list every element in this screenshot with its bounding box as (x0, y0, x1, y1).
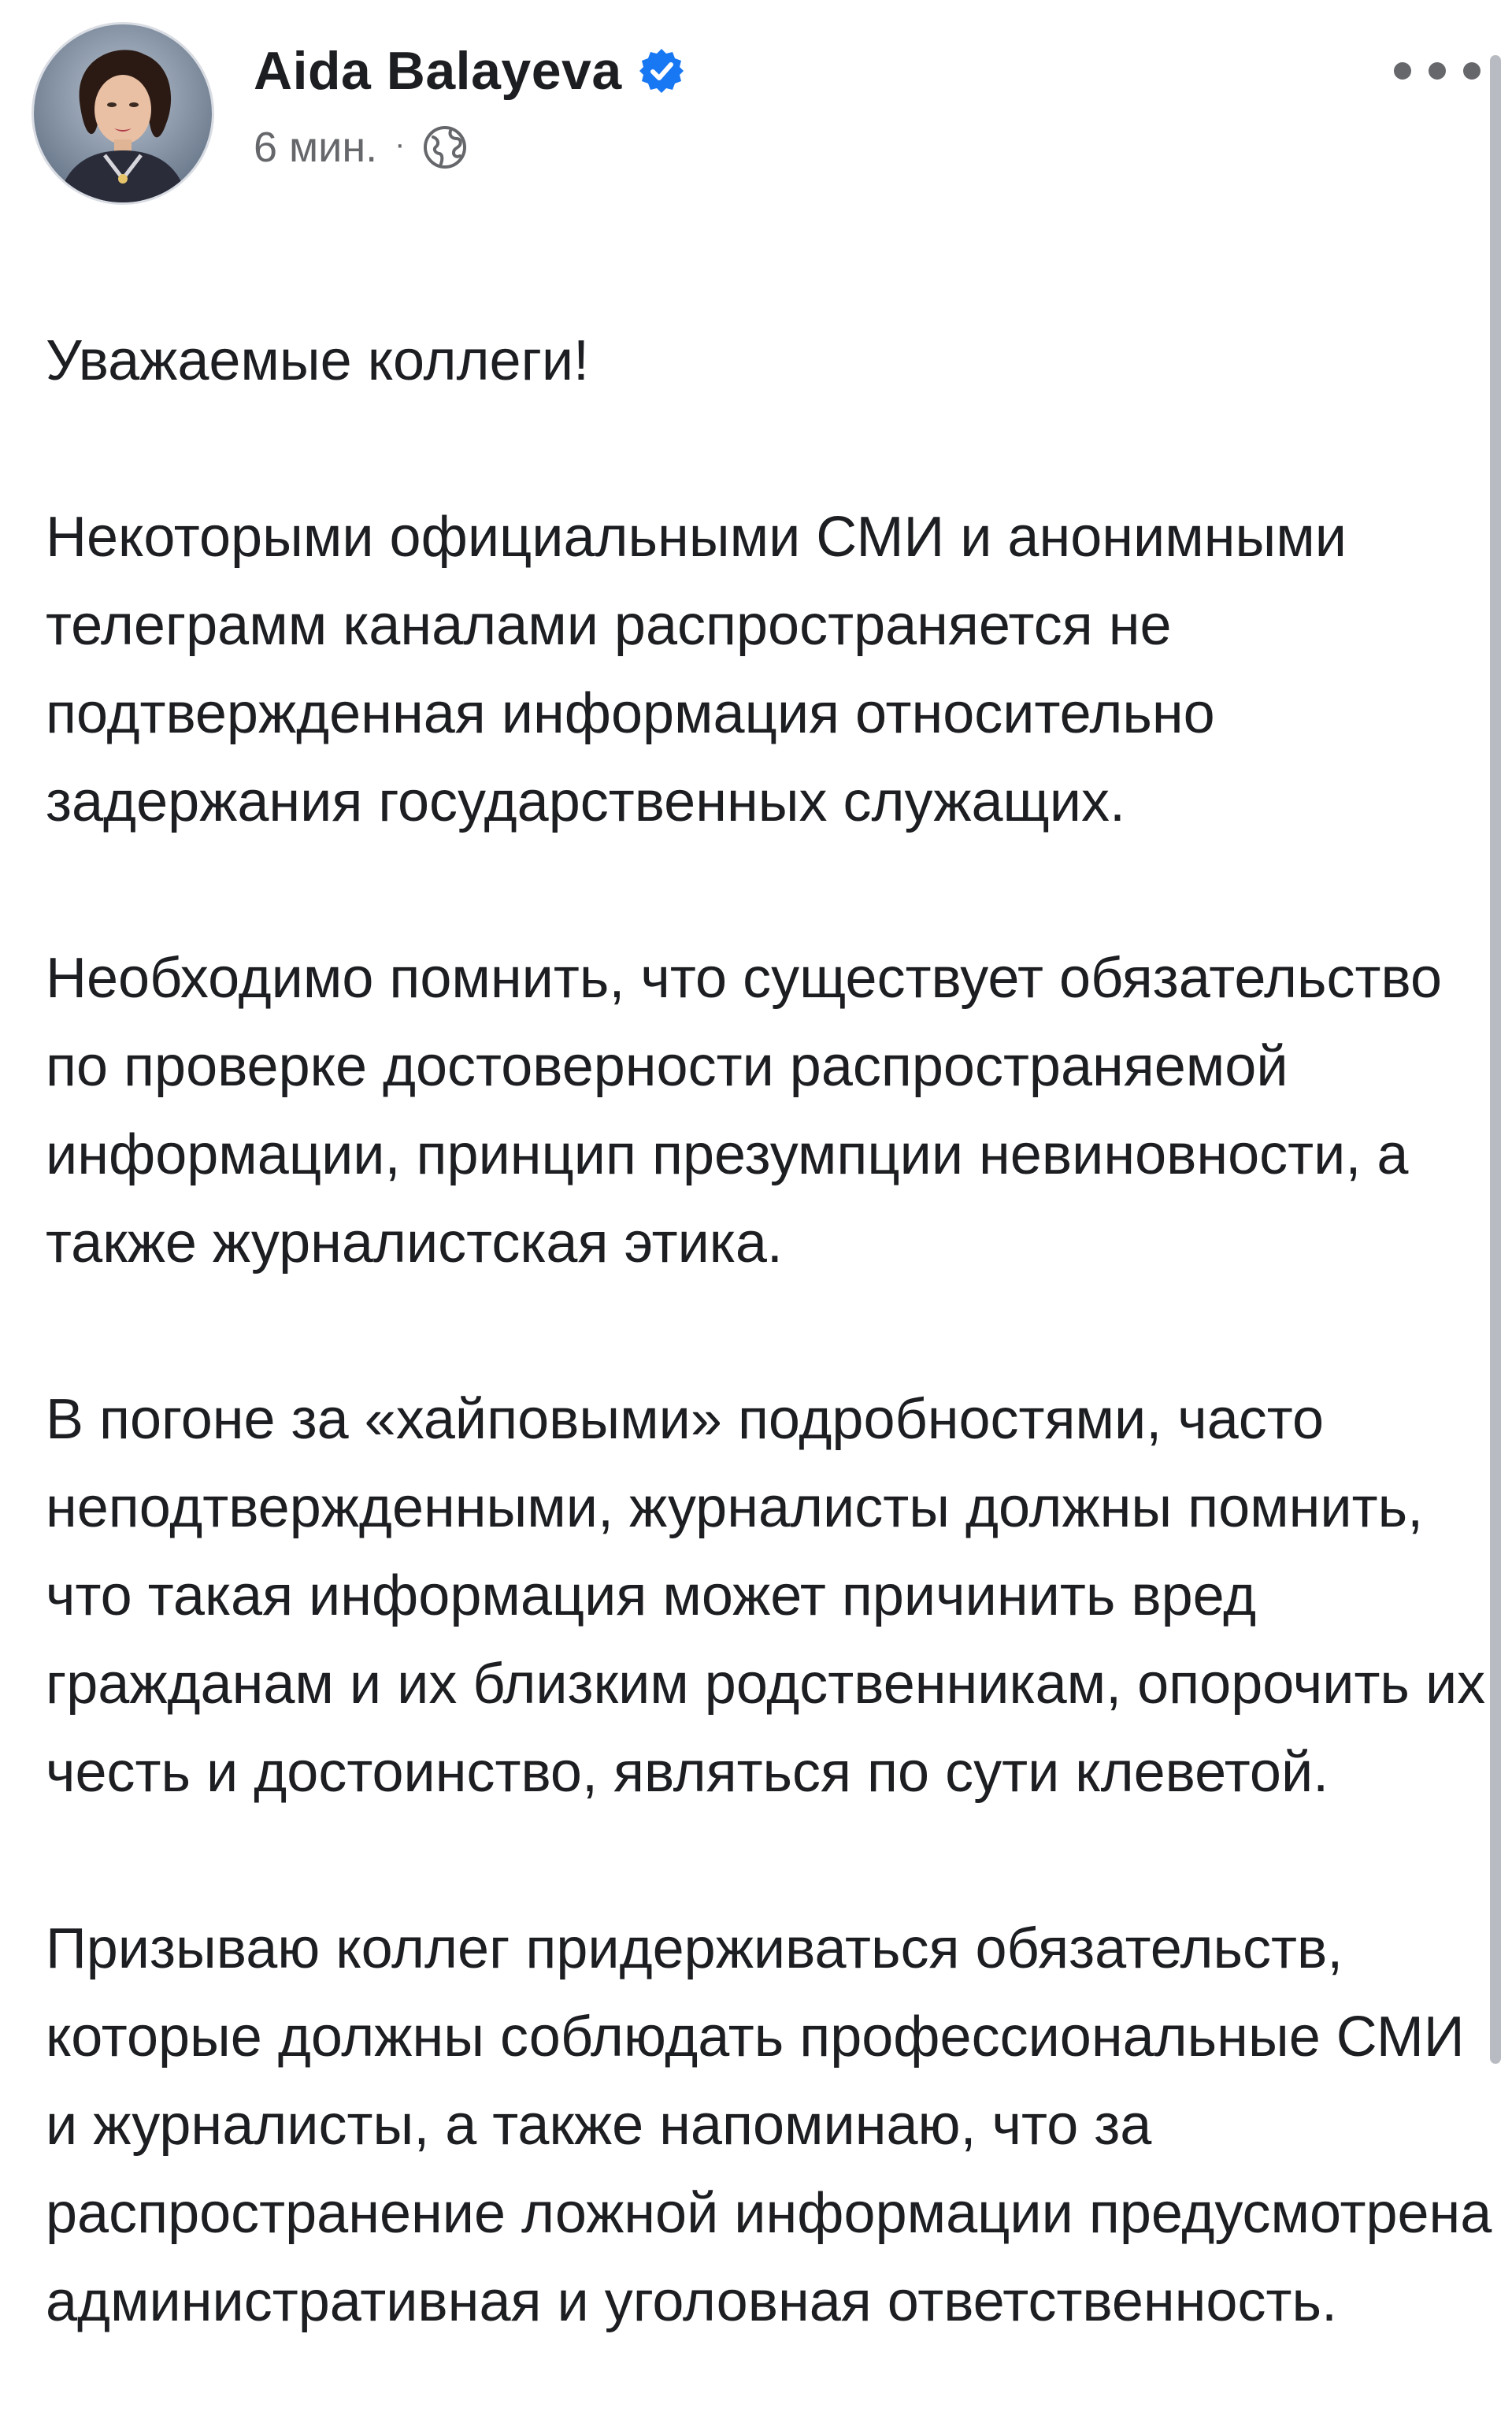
globe-icon[interactable] (422, 124, 468, 170)
post-paragraph: Уважаемые коллеги! (46, 329, 590, 392)
author-name[interactable]: Aida Balayeva (254, 41, 622, 101)
verified-badge-icon (638, 47, 685, 95)
more-dot (1463, 62, 1480, 80)
profile-photo-icon (34, 24, 212, 202)
author-row (254, 33, 685, 109)
post-header (32, 22, 1480, 195)
post-paragraph: Призываю коллег придерживаться обязательств, которые должны соблюдать профессиональные СМИ и журналисты, а также напоминаю, что за распространение ложной информации предусмотрена административная и уголовная ответственность. (46, 1917, 1492, 2333)
post-paragraph: Некоторыми официальными СМИ и анонимными телеграмм каналами распространяется не подтвержденная информация относительно задержания государственных служащих. (46, 506, 1347, 833)
author-block (254, 33, 685, 175)
post-paragraph: В погоне за «хайповыми» подробностями, часто неподтвержденными, журналисты должны помнить, что такая информация может причинить вред гражданам и их близким родственникам, опорочить их честь и достоинство, являться по сути клеветой. (46, 1388, 1486, 1804)
avatar[interactable] (32, 22, 214, 205)
post-meta (254, 120, 685, 175)
meta-separator: · (395, 126, 406, 161)
more-dot (1394, 62, 1411, 80)
more-options-icon[interactable] (1394, 55, 1480, 87)
post-text (46, 228, 1495, 2434)
more-dot (1429, 62, 1446, 80)
post-timestamp[interactable]: 6 мин. (254, 124, 378, 171)
post-paragraph: Необходимо помнить, что существует обязательство по проверке достоверности распространяемой информации, принцип презумпции невиновности, а также журналистская этика. (46, 947, 1442, 1275)
scrollbar[interactable] (1490, 55, 1501, 2064)
